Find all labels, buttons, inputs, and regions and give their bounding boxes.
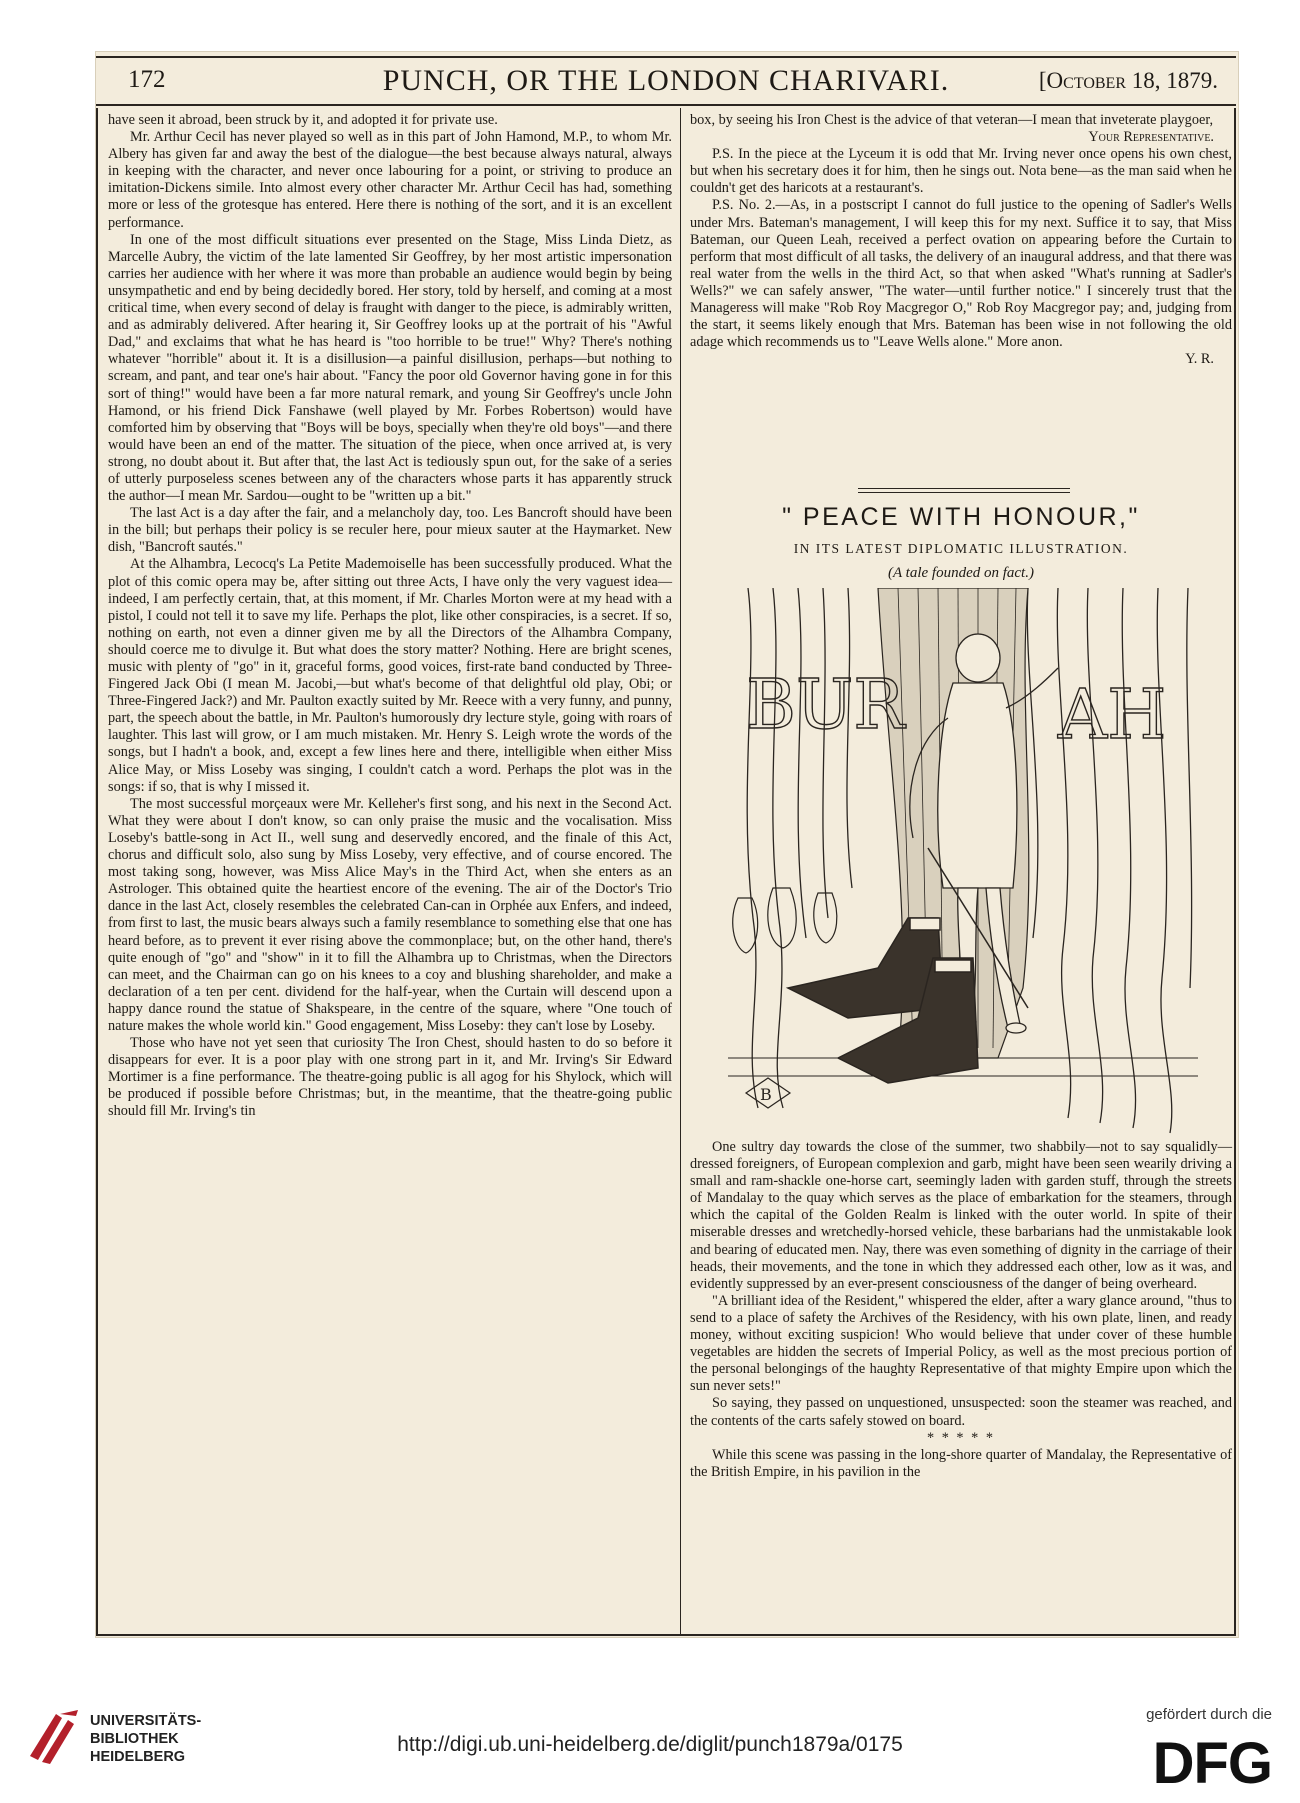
funded-by-label: gefördert durch die bbox=[1146, 1706, 1272, 1723]
section-divider bbox=[858, 488, 1070, 489]
dfg-logo: DFG bbox=[1152, 1731, 1272, 1796]
section-break: * * * * * bbox=[926, 1429, 996, 1446]
postscript: P.S. In the piece at the Lyceum it is odd that Mr. Irving never once opens his own chest, but when his secretary does it for him, then he sings out. Nota bene—as the man said when he couldn't get des haricots at a restaurant's. bbox=[690, 146, 1232, 197]
cartoon-illustration bbox=[728, 588, 1198, 1135]
article-title: " PEACE WITH HONOUR," bbox=[782, 503, 1140, 531]
svg-text:AH: AH bbox=[1058, 676, 1167, 755]
paragraph: So saying, they passed on unquestioned, unsuspected: soon the steamer was reached, and the contents of the carts safely stowed on board. bbox=[690, 1395, 1232, 1429]
paragraph: While this scene was passing in the long-shore quarter of Mandalay, the Representative of the British Empire, in his pavilion in the bbox=[690, 1446, 1232, 1480]
article-tale-note: (A tale founded on fact.) bbox=[888, 565, 1034, 581]
paragraph: In one of the most difficult situations ever presented on the Stage, Miss Linda Dietz, as Marcelle Aubry, the victim of the late lamented Sir Geoffrey, by her most artistic impersonation carries her audience with her where it was more than probable an audience would begin by being unsympathetic and end by being decidedly bored. Her story, told by herself, and coming at a most critical time, when every second of delay is fraught with danger to the piece, is admirably written, and as admirably delivered. After hearing it, Sir Geoffrey looks up at the portrait of his "Awful Dad," and exclaims that what he has heard is "too horrible to be true!" Why? There's nothing whatever "horrible" about it. It is a disillusion—a painful disillusion, perhaps—but nothing to scream, and pant, and tear one's hair about. "Fancy the poor old Governor having gone in for this sort of thing!" would have been a far more natural remark, and young Sir Geoffrey's uncle John Hamond, or his friend Dick Fanshawe (well played by Mr. Forbes Robertson) would have comforted him by observing that "Boys will be boys, specially when they're old boys"—and there would have been an end of the matter. The situation of the piece, when once arrived at, is very strong, no doubt about it. But after that, the last Act is tediously spun out, for the sake of a series of utterly purposeless scenes between any of the characters whose parts it has apparently struck the author—I mean Mr. Sardou—ought to be "written up a bit." bbox=[108, 231, 672, 505]
paragraph: At the Alhambra, Lecocq's La Petite Mademoiselle has been successfully produced. What the plot of this comic opera may be, after sitting out three Acts, I have only the very vaguest idea—indeed, I am perfectly certain, that, at this moment, if Mr. Charles Morton were at my head with a pistol, I could not tell it to save my life. Perhaps the plot, like other conspiracies, is a secret. If so, nothing on earth, not even a dinner given me by all the Directors of the Alhambra Company, should coerce me to divulge it. But what does the story matter? Nothing. Here are bright scenes, music with plenty of "go" in it, graceful forms, good voices, first-rate band conducted by Three-Fingered Jack Obi (I mean M. Jacobi,—but what's become of that delightful old play, Obi; or Three-Fingered Jack?) and Mr. Paulton exactly suited by Mr. Reece with a very funny, and punny, part, the speech about the battle, in Mr. Paulton's humorously dry lecture style, going with roars of laughter. This last will grow, or I am much mistaken. Mr. Henry S. Leigh wrote the words of the songs, but I hadn't a book, and, except a few lines here and there, intelligible when either Miss Alice May, or Miss Loseby was singing, I couldn't catch a word. Perhaps the plot was in the songs: if so, that is why I missed it. bbox=[108, 556, 672, 795]
paragraph: have seen it abroad, been struck by it, and adopted it for private use. bbox=[108, 112, 498, 128]
postscript: P.S. No. 2.—As, in a postscript I cannot do full justice to the opening of Sadler's Wells under Mrs. Bateman's management, I will keep this for my next. Suffice it to say, that Miss Bateman, our Queen Leah, received a perfect ovation on appearing before the Curtain to perform that most difficult of all tasks, the delivery of an inaugural address, and that there was real water from the wells in the third Act, so that when asked "What's running at Sadler's Wells?" we can safely answer, "The water—until further notice." I sincerely trust that the Manageress will make "Rob Roy Macgregor O," Rob Roy Macgregor pay; and, judging from the start, it seems likely enough that Mrs. Bateman has been wise in not following the old adage which recommends us to "Leave Wells alone." More anon. bbox=[690, 197, 1232, 351]
initials: Y. R. bbox=[1185, 351, 1214, 368]
svg-text:BUR: BUR bbox=[746, 666, 905, 745]
column-rule bbox=[680, 108, 681, 1636]
paragraph: Mr. Arthur Cecil has never played so well as in this part of John Hamond, M.P., to whom Mr. Albery has given far and away the best of the dialogue—the best because always natural, always in keeping with the character, and never once labouring for a point, or striving to produce an imitation-Dickens simile. Into almost every other character Mr. Arthur Cecil has had, something more or less of the grotesque has entered. Here there is nothing of the sort, and it is an excellent performance. bbox=[108, 129, 672, 231]
paragraph: Those who have not yet seen that curiosity The Iron Chest, should hasten to do so before it disappears for ever. It is a poor play with one strong part in it, and Mr. Irving's Sir Edward Mortimer is a fine performance. The theatre-going public is all agog for his Shylock, which will be produced if possible before Christmas; but, in the meantime, that the theatre-going public should fill Mr. Irving's tin bbox=[108, 1035, 672, 1120]
source-url[interactable]: http://digi.ub.uni-heidelberg.de/diglit/punch1879a/0175 bbox=[397, 1733, 903, 1756]
svg-text:B: B bbox=[760, 1085, 772, 1104]
paragraph: One sultry day towards the close of the summer, two shabbily—not to say squalidly—dressed foreigners, of European complexion and garb, might have been seen wearily driving a small and ram-shackle one-horse cart, seemingly laden with garden stuff, through the streets of Mandalay to the quay which serves as the place of embarkation for the steamers, through which the capital of the Golden Realm is linked with the outer world. In spite of their miserable dresses and wretchedly-horsed vehicle, these barbarians had the unmistakable look and bearing of educated men. Nay, there was even something of dignity in the carriage of their heads, their movements, and the tone in which they addressed each other, low as it was, and evidently suppressed by an ever-present consciousness of the danger of being overheard. bbox=[690, 1139, 1232, 1292]
section-divider bbox=[858, 492, 1070, 493]
issue-date: [October 18, 1879. bbox=[1038, 68, 1218, 93]
left-column bbox=[108, 112, 672, 1121]
page-header bbox=[96, 60, 1236, 104]
paragraph: "A brilliant idea of the Resident," whispered the elder, after a wary glance around, "thus to send to a place of safety the Archives of the Residency, with his own plate, linen, and ready money, without exciting suspicion! Who would believe that under cover of these humble vegetables are hidden the secrets of Imperial Policy, as well as the most precious portion of the personal belongings of the haughty Representative of that mighty Empire upon which the sun never sets!" bbox=[690, 1292, 1232, 1395]
paragraph: box, by seeing his Iron Chest is the advice of that veteran—I mean that inveterate playgoer, bbox=[690, 112, 1214, 128]
top-rule bbox=[96, 56, 1236, 58]
article-subtitle: IN ITS LATEST DIPLOMATIC ILLUSTRATION. bbox=[793, 541, 1129, 556]
right-column-bottom bbox=[690, 1139, 1232, 1481]
page-number: 172 bbox=[128, 66, 166, 93]
running-title: PUNCH, OR THE LONDON CHARIVARI. bbox=[382, 64, 950, 97]
right-column-top bbox=[690, 112, 1232, 368]
header-rule bbox=[96, 104, 1236, 106]
signature: Your Representative. bbox=[1088, 129, 1214, 146]
library-name: UNIVERSITÄTS- BIBLIOTHEK HEIDELBERG bbox=[90, 1713, 202, 1765]
paragraph: The most successful morçeaux were Mr. Kelleher's first song, and his next in the Second Act. What they were about I don't know, so can only praise the music and the vocalisation. Miss Loseby's battle-song in Act II., well sung and deservedly encored, and the finale of this Act, chorus and difficult solo, also sung by Miss Loseby, very effective, and of course encored. The most taking song, however, was Miss Alice May's in the Third Act, when she enters as an Astrologer. This obtained quite the heartiest encore of the evening. The air of the Doctor's Trio dance in the last Act, closely resembles the celebrated Can-can in Orphée aux Enfers, and indeed, from first to last, the music bears always such a family resemblance to something else that one has heard before, as to prevent it ever rising above the commonplace; but, on the other hand, there's quite enough of "go" and "show" in it to fill the Alhambra up to Christmas, when the Directors can meet, and the Chairman can go on his knees to a coy and blushing shareholder, and make a declaration of a ten per cent. dividend for the half-year, when the Curtain will descend upon a happy dance round the statue of Shakspeare, in the centre of the square, where "One touch of nature makes the whole world kin." Good engagement, Miss Loseby: they can't lose by Loseby. bbox=[108, 795, 672, 1034]
paragraph: The last Act is a day after the fair, and a melancholy day, too. Les Bancroft should have been in the bill; but perhaps their policy is se reculer here, pour mieux sauter at the Haymarket. New dish, "Bancroft sautés." bbox=[108, 505, 672, 556]
